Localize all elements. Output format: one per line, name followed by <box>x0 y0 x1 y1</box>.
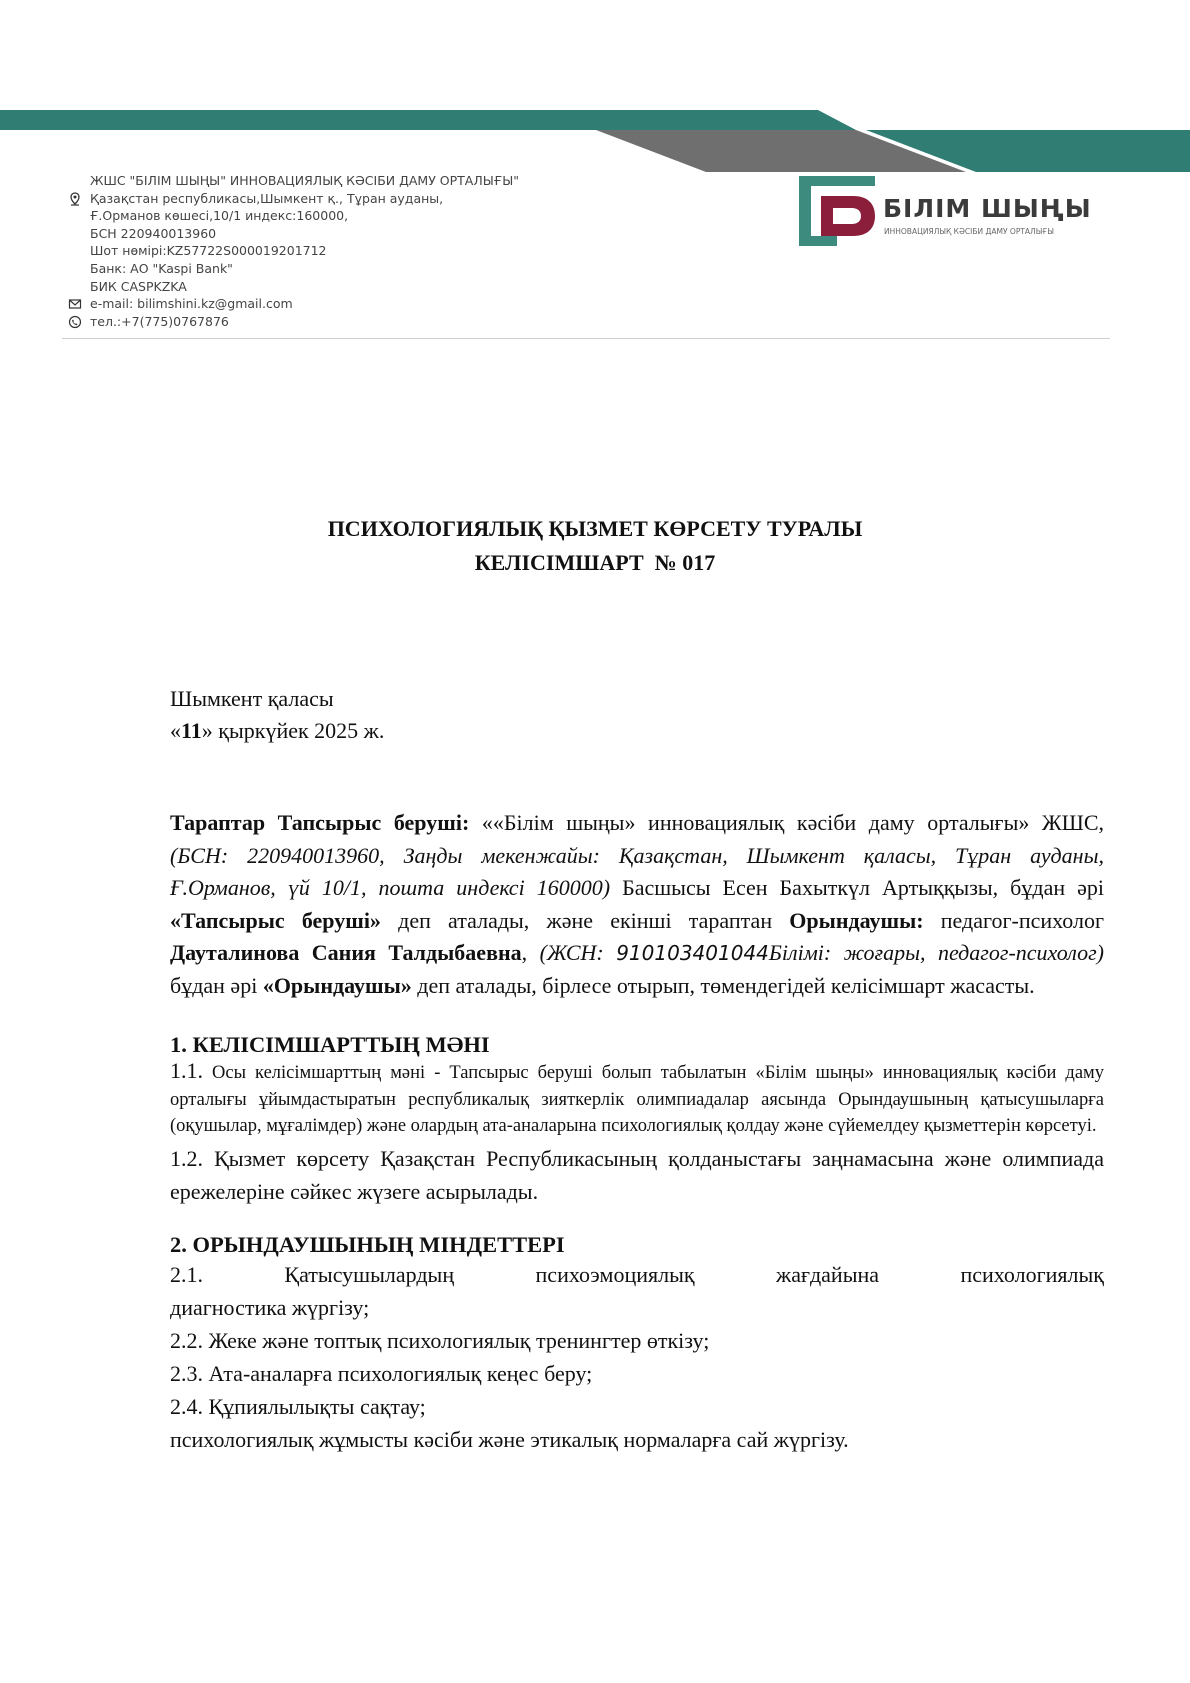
company-logo <box>797 172 1097 252</box>
logo-mark-icon <box>797 172 877 252</box>
executor-alias: «Орындаушы» <box>262 972 412 998</box>
title-line-1: ПСИХОЛОГИЯЛЫҚ ҚЫЗМЕТ КӨРСЕТУ ТУРАЛЫ <box>327 516 863 541</box>
org-info-line <box>68 313 628 331</box>
section-1-item-1: 1.1. Осы келісімшарттың мәні - Тапсырыс беруші болып табылатын «Білім шыңы» инновациялық кәсіби даму орталығы ұйымдастыратын республикалық зияткерлік олимпиадалар аясында Орындаушының қатысушыларға (оқушылар, мұғалімдер) және олардың ата-аналарына психологиялық қолдау және сүйемелдеу қызметтерін көрсетуі. <box>170 1058 1104 1136</box>
org-info-text: тел.:+7(775)0767876 <box>90 313 229 329</box>
org-info-text: Банк: АО "Kaspi Bank" <box>90 260 233 276</box>
section-2-item-3: 2.3. Ата-аналарға психологиялық кеңес беру; <box>170 1360 593 1386</box>
executor-details: Білімі: жоғары, педагог-психолог) <box>768 940 1104 965</box>
section-2-item-5: психологиялық жұмысты кәсіби және этикалық нормаларға сай жүргізу. <box>170 1426 849 1452</box>
executor-name: Дауталинова Сания Талдыбаевна <box>170 940 522 965</box>
section-2-item-1: 2.1. Қатысушылардың психоэмоциялық жағдайына психологиялық <box>170 1261 1104 1287</box>
section-2-item-2: 2.2. Жеке және топтық психологиялық тренингтер өткізу; <box>170 1327 710 1353</box>
org-info-line <box>68 242 628 260</box>
org-info-text: Ғ.Орманов көшесі,10/1 индекс:160000, <box>90 208 349 224</box>
org-info <box>68 172 628 330</box>
location-pin-icon <box>68 192 82 206</box>
org-info-line <box>68 278 628 296</box>
section-2-item-1-cont: диагностика жүргізу; <box>170 1294 370 1320</box>
org-info-text: ЖШС "БІЛІМ ШЫҢЫ" ИННОВАЦИЯЛЫҚ КӘСІБИ ДАМУ ОРТАЛЫҒЫ" <box>90 173 519 188</box>
envelope-icon <box>68 297 82 311</box>
parties-paragraph: Тараптар Тапсырыс беруші: ««Білім шыңы» инновациялық кәсіби даму орталығы» ЖШС, (БСН: 220940013960, Заңды мекенжайы: Қазақстан, Шымкент қаласы, Тұран ауданы, Ғ.Орманов, үй 10/1, пошта индексі 160000) Басшысы Есен Бахыткүл Артыққызы, бұдан әрі «Тапсырыс беруші» деп аталады, және екінші тараптан Орындаушы: педагог-психолог Дауталинова Сания Талдыбаевна, (ЖСН: 910103401044Білімі: жоғары, педагог-психолог) бұдан әрі «Орындаушы» деп аталады, бірлесе отырып, төмендегідей келісімшарт жасасты. <box>170 810 1105 998</box>
date-day: 11 <box>181 718 202 743</box>
contract-date: «11» қыркүйек 2025 ж. <box>170 718 385 743</box>
customer-details: (БСН: 220940013960, Заңды мекенжайы: Қазақстан, Шымкент қаласы, Тұран ауданы, Ғ.Орманов, үй 10/1, пошта индексі 160000) <box>170 842 1104 900</box>
executor-label: Орындаушы: <box>789 907 924 933</box>
org-info-line <box>68 225 628 243</box>
header-band <box>0 110 1190 172</box>
section-2-item-4: 2.4. Құпиялылықты сақтау; <box>170 1393 426 1419</box>
org-info-text: Қазақстан республикасы,Шымкент қ., Тұран ауданы, <box>90 190 444 206</box>
section-1-heading: 1. КЕЛІСІМШАРТТЫҢ МӘНІ <box>170 1032 490 1057</box>
org-info-text: БСН 220940013960 <box>90 225 217 241</box>
org-info-line <box>68 295 628 313</box>
header-divider <box>62 338 1110 339</box>
org-info-text: Шот нөмірі:KZ57722S000019201712 <box>90 243 327 259</box>
place-date <box>170 683 384 747</box>
org-info-line <box>68 172 628 190</box>
logo-name: БІЛІМ ШЫҢЫ <box>883 194 1092 223</box>
section-2-heading: 2. ОРЫНДАУШЫНЫҢ МІНДЕТТЕРІ <box>170 1231 565 1257</box>
parties-label: Тараптар Тапсырыс беруші: <box>170 810 470 835</box>
document-title <box>0 512 1190 580</box>
org-info-text: e-mail: bilimshini.kz@gmail.com <box>90 296 293 312</box>
contract-body <box>170 807 1104 1456</box>
customer-alias: «Тапсырыс беруші» <box>170 907 381 933</box>
phone-icon <box>68 315 82 329</box>
org-info-line <box>68 190 628 208</box>
org-info-line <box>68 260 628 278</box>
logo-tagline: ИННОВАЦИЯЛЫҚ КӘСІБИ ДАМУ ОРТАЛЫҒЫ <box>884 227 1054 236</box>
executor-iin: 910103401044 <box>616 941 769 965</box>
org-info-text: БИК CASPKZKA <box>90 278 187 294</box>
title-line-2: КЕЛІСІМШАРТ № 017 <box>474 550 716 575</box>
city: Шымкент қаласы <box>170 686 334 711</box>
org-info-line <box>68 207 628 225</box>
section-1-item-2: 1.2. Қызмет көрсету Қазақстан Республикасының қолданыстағы заңнамасына және олимпиада ережелеріне сәйкес жүзеге асырылады. <box>170 1145 1104 1204</box>
header-band-teal <box>0 110 856 130</box>
